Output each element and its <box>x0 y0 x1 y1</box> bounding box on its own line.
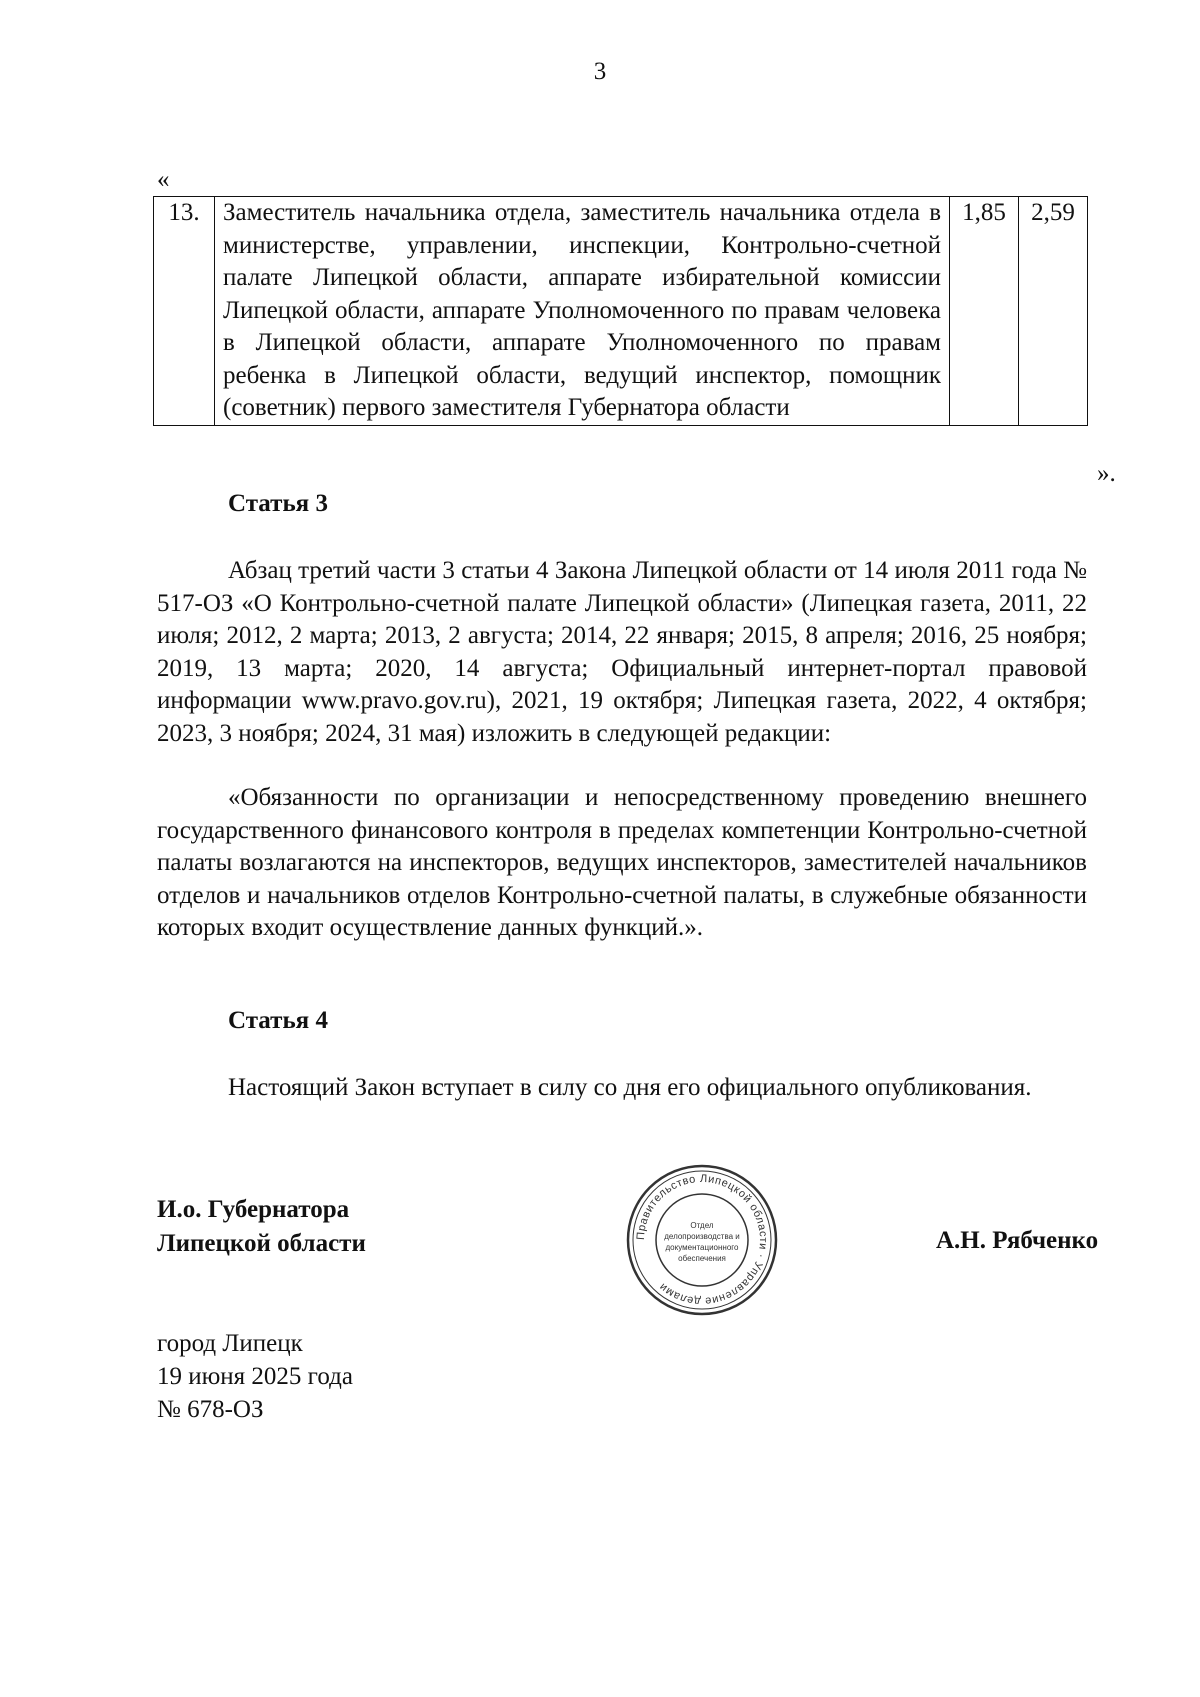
footer-city: город Липецк <box>157 1330 303 1357</box>
article-4-paragraph-1: Настоящий Закон вступает в силу со дня его официального опубликования. <box>228 1074 1032 1101</box>
table-row <box>154 197 1088 426</box>
article-3-heading: Статья 3 <box>228 490 328 517</box>
signer-title-line-2: Липецкой области <box>157 1230 366 1257</box>
footer-law-number: № 678-ОЗ <box>157 1396 264 1423</box>
table-close-quote: ». <box>1097 460 1116 487</box>
row-number: 13. <box>154 197 215 426</box>
page-number: 3 <box>593 58 607 85</box>
signer-name: А.Н. Рябченко <box>936 1227 1099 1254</box>
article-3-paragraph-1: Абзац третий части 3 статьи 4 Закона Липецкой области от 14 июля 2011 года № 517-ОЗ «О Контрольно-счетной палате Липецкой области» (Липецкая газета, 2011, 22 июля; 2012, 2 марта; 2013, 2 августа; 2014, 22 января; 2015, 8 апреля; 2016, 25 ноября; 2019, 13 марта; 2020, 14 августа; Официальный интернет-портал правовой информации www.pravo.gov.ru), 2021, 19 октября; Липецкая газета, 2022, 4 октября; 2023, 3 ноября; 2024, 31 мая) изложить в следующей редакции: <box>157 557 1087 747</box>
document-footer <box>157 1327 353 1426</box>
footer-date: 19 июня 2025 года <box>157 1363 353 1390</box>
seal-center-line-3: документационного <box>665 1243 739 1252</box>
seal-center-line-1: Отдел <box>690 1221 714 1230</box>
amendment-table <box>153 196 1088 426</box>
row-coefficient-1: 1,85 <box>950 197 1019 426</box>
row-position-description: Заместитель начальника отдела, заместитель начальника отдела в министерстве, управлении, инспекции, Контрольно-счетной палате Липецкой области, аппарате избирательной комиссии Липецкой области, аппарате Уполномоченного по правам человека в Липецкой области, аппарате Уполномоченного по правам ребенка в Липецкой области, ведущий инспектор, помощник (советник) первого заместителя Губернатора области <box>215 197 950 426</box>
article-4-heading: Статья 4 <box>228 1007 328 1034</box>
table-open-quote: « <box>157 166 170 193</box>
seal-ring-text: Правительство Липецкой области · Управление делами <box>634 1172 770 1308</box>
official-seal-stamp <box>624 1162 780 1318</box>
seal-center-line-4: обеспечения <box>678 1254 726 1263</box>
signer-title <box>157 1193 366 1261</box>
row-coefficient-2: 2,59 <box>1019 197 1088 426</box>
article-3-paragraph-2: «Обязанности по организации и непосредственному проведению внешнего государственного финансового контроля в пределах компетенции Контрольно-счетной палаты возлагаются на инспекторов, ведущих инспекторов, заместителей начальников отделов и начальников отделов Контрольно-счетной палаты, в служебные обязанности которых входит осуществление данных функций.». <box>157 784 1087 941</box>
signer-title-line-1: И.о. Губернатора <box>157 1196 350 1223</box>
seal-center-line-2: делопроизводства и <box>664 1232 740 1241</box>
